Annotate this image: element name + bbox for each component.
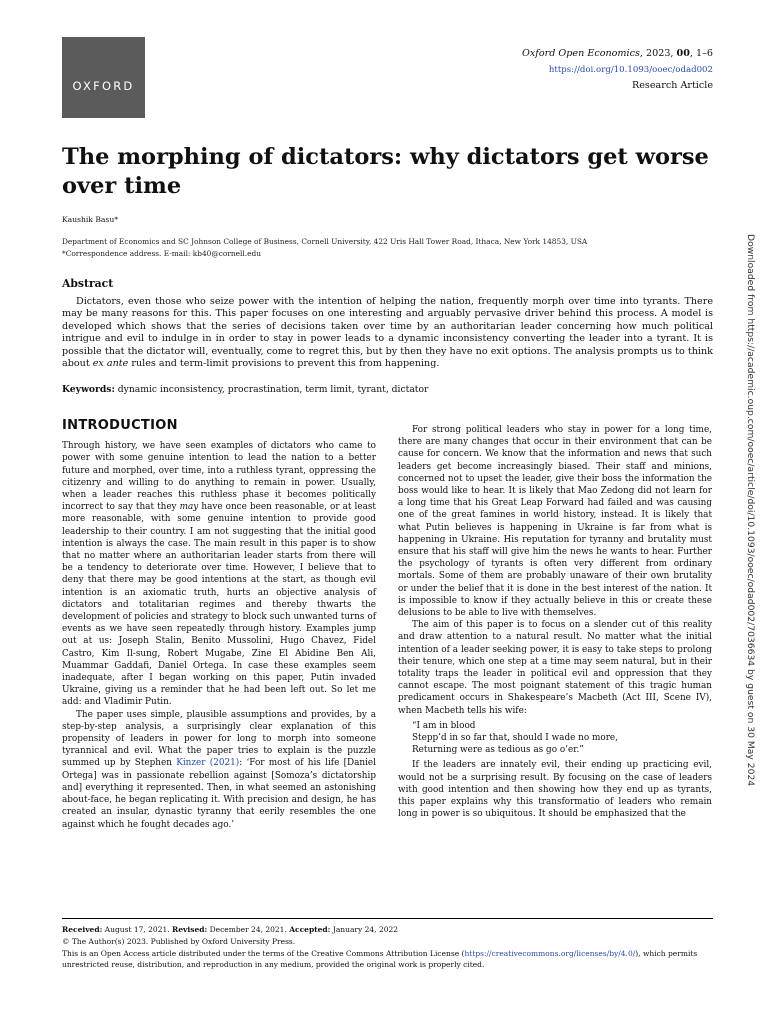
keywords-label: Keywords: — [62, 384, 115, 395]
journal-pages: , 1–6 — [689, 48, 713, 59]
article-title: The morphing of dictators: why dictators get worse over time — [62, 144, 709, 199]
license-link[interactable]: https://creativecommons.org/licenses/by/4.0/ — [464, 948, 636, 958]
paragraph: The aim of this paper is to focus on a slender cut of this reality and draw attention to a natural result. No matter what the initial intention of a leader seeking power, it is easy to take steps to prolong their tenure, which one step at a time may seem natural, but in their totality traps the leader in political evil and oppression that they cannot escape. The most poignant statement of this tragic human predicament occurs in Shakespeare’s Macbeth (Act III, Scene IV), when Macbeth tells his wife: — [398, 620, 712, 716]
oxford-logo — [62, 37, 145, 118]
copyright: © The Author(s) 2023. Published by Oxford University Press. — [62, 936, 296, 946]
journal-header — [522, 46, 713, 94]
journal-name: Oxford Open Economics — [522, 48, 640, 59]
license-text: This is an Open Access article distributed under the terms of the Creative Commons Attribution License (https://creativecommons.org/licenses/by/4.0/), which permits unrestricted reuse, distribution, and reproduction in any medium, provided the original work is properly cited. — [62, 948, 698, 970]
citation-link[interactable]: Kinzer (2021) — [176, 758, 240, 769]
journal-citation — [522, 46, 713, 62]
body-column-right — [398, 424, 712, 821]
history-dates: Received: August 17, 2021. Revised: December 24, 2021. Accepted: January 24, 2022 — [62, 925, 399, 934]
paragraph: The paper uses simple, plausible assumptions and provides, by a step-by-step analysis, a surprisingly clear explanation of this propensity of leaders in power for long to morph into someone tyrannical and evil. What the paper tries to explain is the puzzle summed up by Stephen Kinzer (2021): ‘For most of his life [Daniel Ortega] was in passionate rebellion against [Somoza’s dictatorship and] everything it represented. Then, in what seemed an astonishing about-face, he began replicating it. With precision and design, he has created an insular, dynastic tyranny that eerily resembles the one against which he fought decades ago.’ — [62, 709, 376, 830]
section-heading: INTRODUCTION — [62, 418, 178, 433]
quote-line: “I am in blood — [412, 720, 476, 731]
logo-text: OXFORD — [72, 78, 135, 93]
keywords — [62, 384, 428, 395]
download-sidebar — [744, 234, 756, 790]
article-type: Research Article — [632, 80, 713, 91]
affiliation — [62, 236, 587, 260]
download-note: Downloaded from https://academic.oup.com/ooec/article/doi/10.1093/ooec/odad002/7036634 by guest on 30 May 2024 — [745, 234, 756, 787]
abstract-text: Dictators, even those who seize power with the intention of helping the nation, frequently morph over time into tyrants. There may be many reasons for this. This paper focuses on one interesting and arguably pervasive driver behind this process. A model is developed which shows that the series of decisions taken over time by an authoritarian leader concerning how much political intrigue and evil to indulge in in order to stay in power leads to a dynamic inconsistency converting the leader into a tyrant. It is possible that the dictator will, eventually, come to regret this, but by then they have no exit options. The analysis prompts us to think about ex ante rules and term-limit provisions to prevent this from happening. — [62, 296, 713, 370]
quote-line: Stepp’d in so far that, should I wade no more, — [412, 733, 618, 744]
footer-notes — [62, 924, 722, 971]
body-column-left — [62, 420, 376, 831]
doi-link[interactable]: https://doi.org/10.1093/ooec/odad002 — [548, 65, 713, 75]
quote-line: Returning were as tedious as go o’er.” — [412, 745, 584, 756]
author-name: Kaushik Basu* — [62, 215, 119, 224]
paragraph: Through history, we have seen examples of dictators who came to power with some genuine intention to lead the nation to a better future and morphed, over time, into a ruthless tyrant, oppressing the citizenry and willing to do anything to remain in power. Usually, when a leader reaches this ruthless phase it becomes politically incorrect to say that they may have once been reasonable, or at least more reasonable, with some genuine intention to provide good leadership to their country. I am not suggesting that the initial good intention is always the case. The main result in this paper is to show that no matter where an authoritarian leader starts from there will be a tendency to deteriorate over time. However, I believe that to deny that there may be good intentions at the start, as though evil intention is an axiomatic truth, hurts an objective analysis of dictators and totalitarian regimes and thereby thwarts the development of policies and strategy to block such unwanted turns of events as we have seen repeatedly through history. Examples jump out at us: Joseph Stalin, Benito Mussolini, Hugo Chavez, Fidel Castro, Kim Il-sung, Robert Mugabe, Zine El Abidine Ben Ali, Muammar Gaddafi, Daniel Ortega. In case these examples seem inadequate, after I began working on this paper, Putin invaded Ukraine, giving us a reminder that he had been left out. So let me add: and Vladimir Putin. — [62, 441, 376, 708]
paragraph: For strong political leaders who stay in power for a long time, there are many changes that occur in their environment that can be cause for concern. We know that the information and news that such leaders get become increasingly biased. Their staff and minions, concerned not to upset the leader, give their boss the information the boss would like to hear. It is likely that Mao Zedong did not learn for a long time that his Great Leap Forward had failed and was causing one of the great famines in world history, instead. It is likely that what Putin believes is happening in Ukraine is far from what is happening in Ukraine. His reputation for tyranny and brutality must ensure that his staff will give him the news he wants to hear. Further the psychology of tyrants is often very different from ordinary mortals. Some of them are probably unaware of their own brutality or under the belief that it is done in the best interest of the nation. It is impossible to know if they actually believe in this or create these delusions to be able to live with themselves. — [398, 425, 712, 619]
abstract-heading: Abstract — [62, 277, 114, 290]
journal-volume: 00 — [676, 48, 690, 59]
correspondence: *Correspondence address. E-mail: kb40@cornell.edu — [62, 249, 261, 258]
journal-meta: , 2023, — [639, 48, 677, 59]
paragraph: If the leaders are innately evil, their ending up practicing evil, would not be a surprising result. By focusing on the case of leaders with good intention and then showing how they end up as tyrants, this paper explains why this transformatio of leaders who remain long in power is so ubiquitous. It should be emphasized that the — [398, 760, 712, 820]
keywords-list: dynamic inconsistency, procrastination, term limit, tyrant, dictator — [114, 384, 429, 395]
affiliation-address: Department of Economics and SC Johnson College of Business, Cornell University, 422 Uris Hall Tower Road, Ithaca, New York 14853, USA — [62, 237, 588, 246]
footer-divider — [62, 918, 713, 919]
